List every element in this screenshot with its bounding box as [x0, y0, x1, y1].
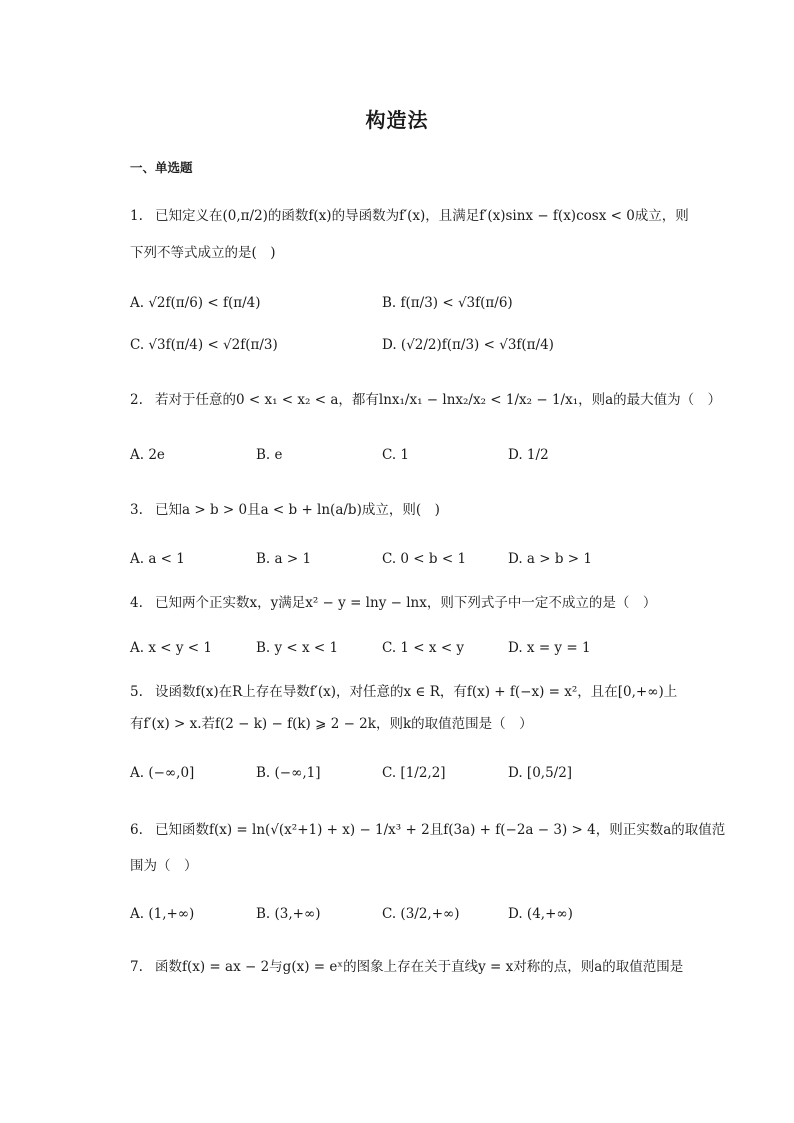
question-3-line-1: [130, 500, 700, 520]
question-number: 7.: [130, 959, 143, 975]
question-1-option-a: A. √2f(π/6) < f(π/4): [130, 295, 261, 311]
question-4-option-c: C. 1 < x < y: [382, 640, 465, 656]
section-heading: 一、单选题: [130, 160, 193, 175]
question-6-option-b: B. (3,+∞): [256, 906, 321, 922]
question-4-option-d: D. x = y = 1: [508, 640, 591, 656]
question-number: 5.: [130, 684, 143, 700]
question-text: 已知a > b > 0且a < b + ln(a/b)成立，则( ): [155, 502, 440, 518]
page-title: 构造法: [365, 108, 429, 132]
question-5-option-c: C. [1/2,2]: [382, 765, 446, 781]
question-6-option-d: D. (4,+∞): [508, 906, 573, 922]
question-1-line-2: 下列不等式成立的是( ): [130, 245, 276, 261]
question-3-option-c: C. 0 < b < 1: [382, 551, 467, 567]
question-5-line-2: 有f′(x) > x.若f(2 − k) − f(k) ⩾ 2 − 2k，则k的取值范围是（ ）: [130, 716, 533, 732]
question-number: 4.: [130, 595, 143, 611]
question-1-option-b: B. f(π/3) < √3f(π/6): [382, 295, 513, 311]
question-2-option-b: B. e: [256, 447, 283, 463]
question-6-option-c: C. (3/2,+∞): [382, 906, 460, 922]
question-4-option-b: B. y < x < 1: [256, 640, 339, 656]
question-number: 1.: [130, 208, 143, 224]
question-2-line-1: [130, 390, 722, 410]
question-1-option-c: C. √3f(π/4) < √2f(π/3): [130, 337, 278, 353]
question-text: 已知函数f(x) = ln(√(x²+1) + x) − 1/x³ + 2且f(3a) + f(−2a − 3) > 4，则正实数a的取值范: [155, 822, 726, 838]
question-6-option-a: A. (1,+∞): [130, 906, 195, 922]
question-number: 2.: [130, 392, 143, 408]
question-number: 3.: [130, 502, 143, 518]
question-1-option-d: D. (√2/2)f(π/3) < √3f(π/4): [382, 337, 554, 353]
question-5-line-1: [130, 682, 700, 702]
question-5-option-b: B. (−∞,1]: [256, 765, 321, 781]
question-2-option-c: C. 1: [382, 447, 410, 463]
question-2-option-d: D. 1/2: [508, 447, 549, 463]
question-4-option-a: A. x < y < 1: [130, 640, 212, 656]
question-6-line-2: 围为（ ）: [130, 858, 198, 874]
question-7-line-1: [130, 957, 700, 977]
question-text: 函数f(x) = ax − 2与g(x) = eˣ的图象上存在关于直线y = x对称的点，则a的取值范围是: [155, 959, 684, 975]
question-text: 已知两个正实数x，y满足x² − y = lny − lnx，则下列式子中一定不成立的是（ ）: [155, 595, 657, 611]
question-5-option-a: A. (−∞,0]: [130, 765, 195, 781]
question-text: 若对于任意的0 < x₁ < x₂ < a，都有lnx₁/x₁ − lnx₂/x₂ < 1/x₂ − 1/x₁，则a的最大值为（ ）: [155, 392, 722, 408]
question-3-option-a: A. a < 1: [130, 551, 185, 567]
question-text: 设函数f(x)在R上存在导数f′(x)，对任意的x ∈ R，有f(x) + f(−x) = x²，且在[0,+∞)上: [155, 684, 678, 700]
question-3-option-b: B. a > 1: [256, 551, 312, 567]
question-2-option-a: A. 2e: [130, 447, 165, 463]
question-text: 已知定义在(0,π/2)的函数f(x)的导函数为f′(x)，且满足f′(x)sinx − f(x)cosx < 0成立，则: [155, 208, 689, 224]
question-1-line-1: [130, 206, 700, 226]
question-6-line-1: [130, 820, 726, 840]
question-3-option-d: D. a > b > 1: [508, 551, 592, 567]
question-4-line-1: [130, 593, 700, 613]
question-number: 6.: [130, 822, 143, 838]
question-5-option-d: D. [0,5/2]: [508, 765, 573, 781]
